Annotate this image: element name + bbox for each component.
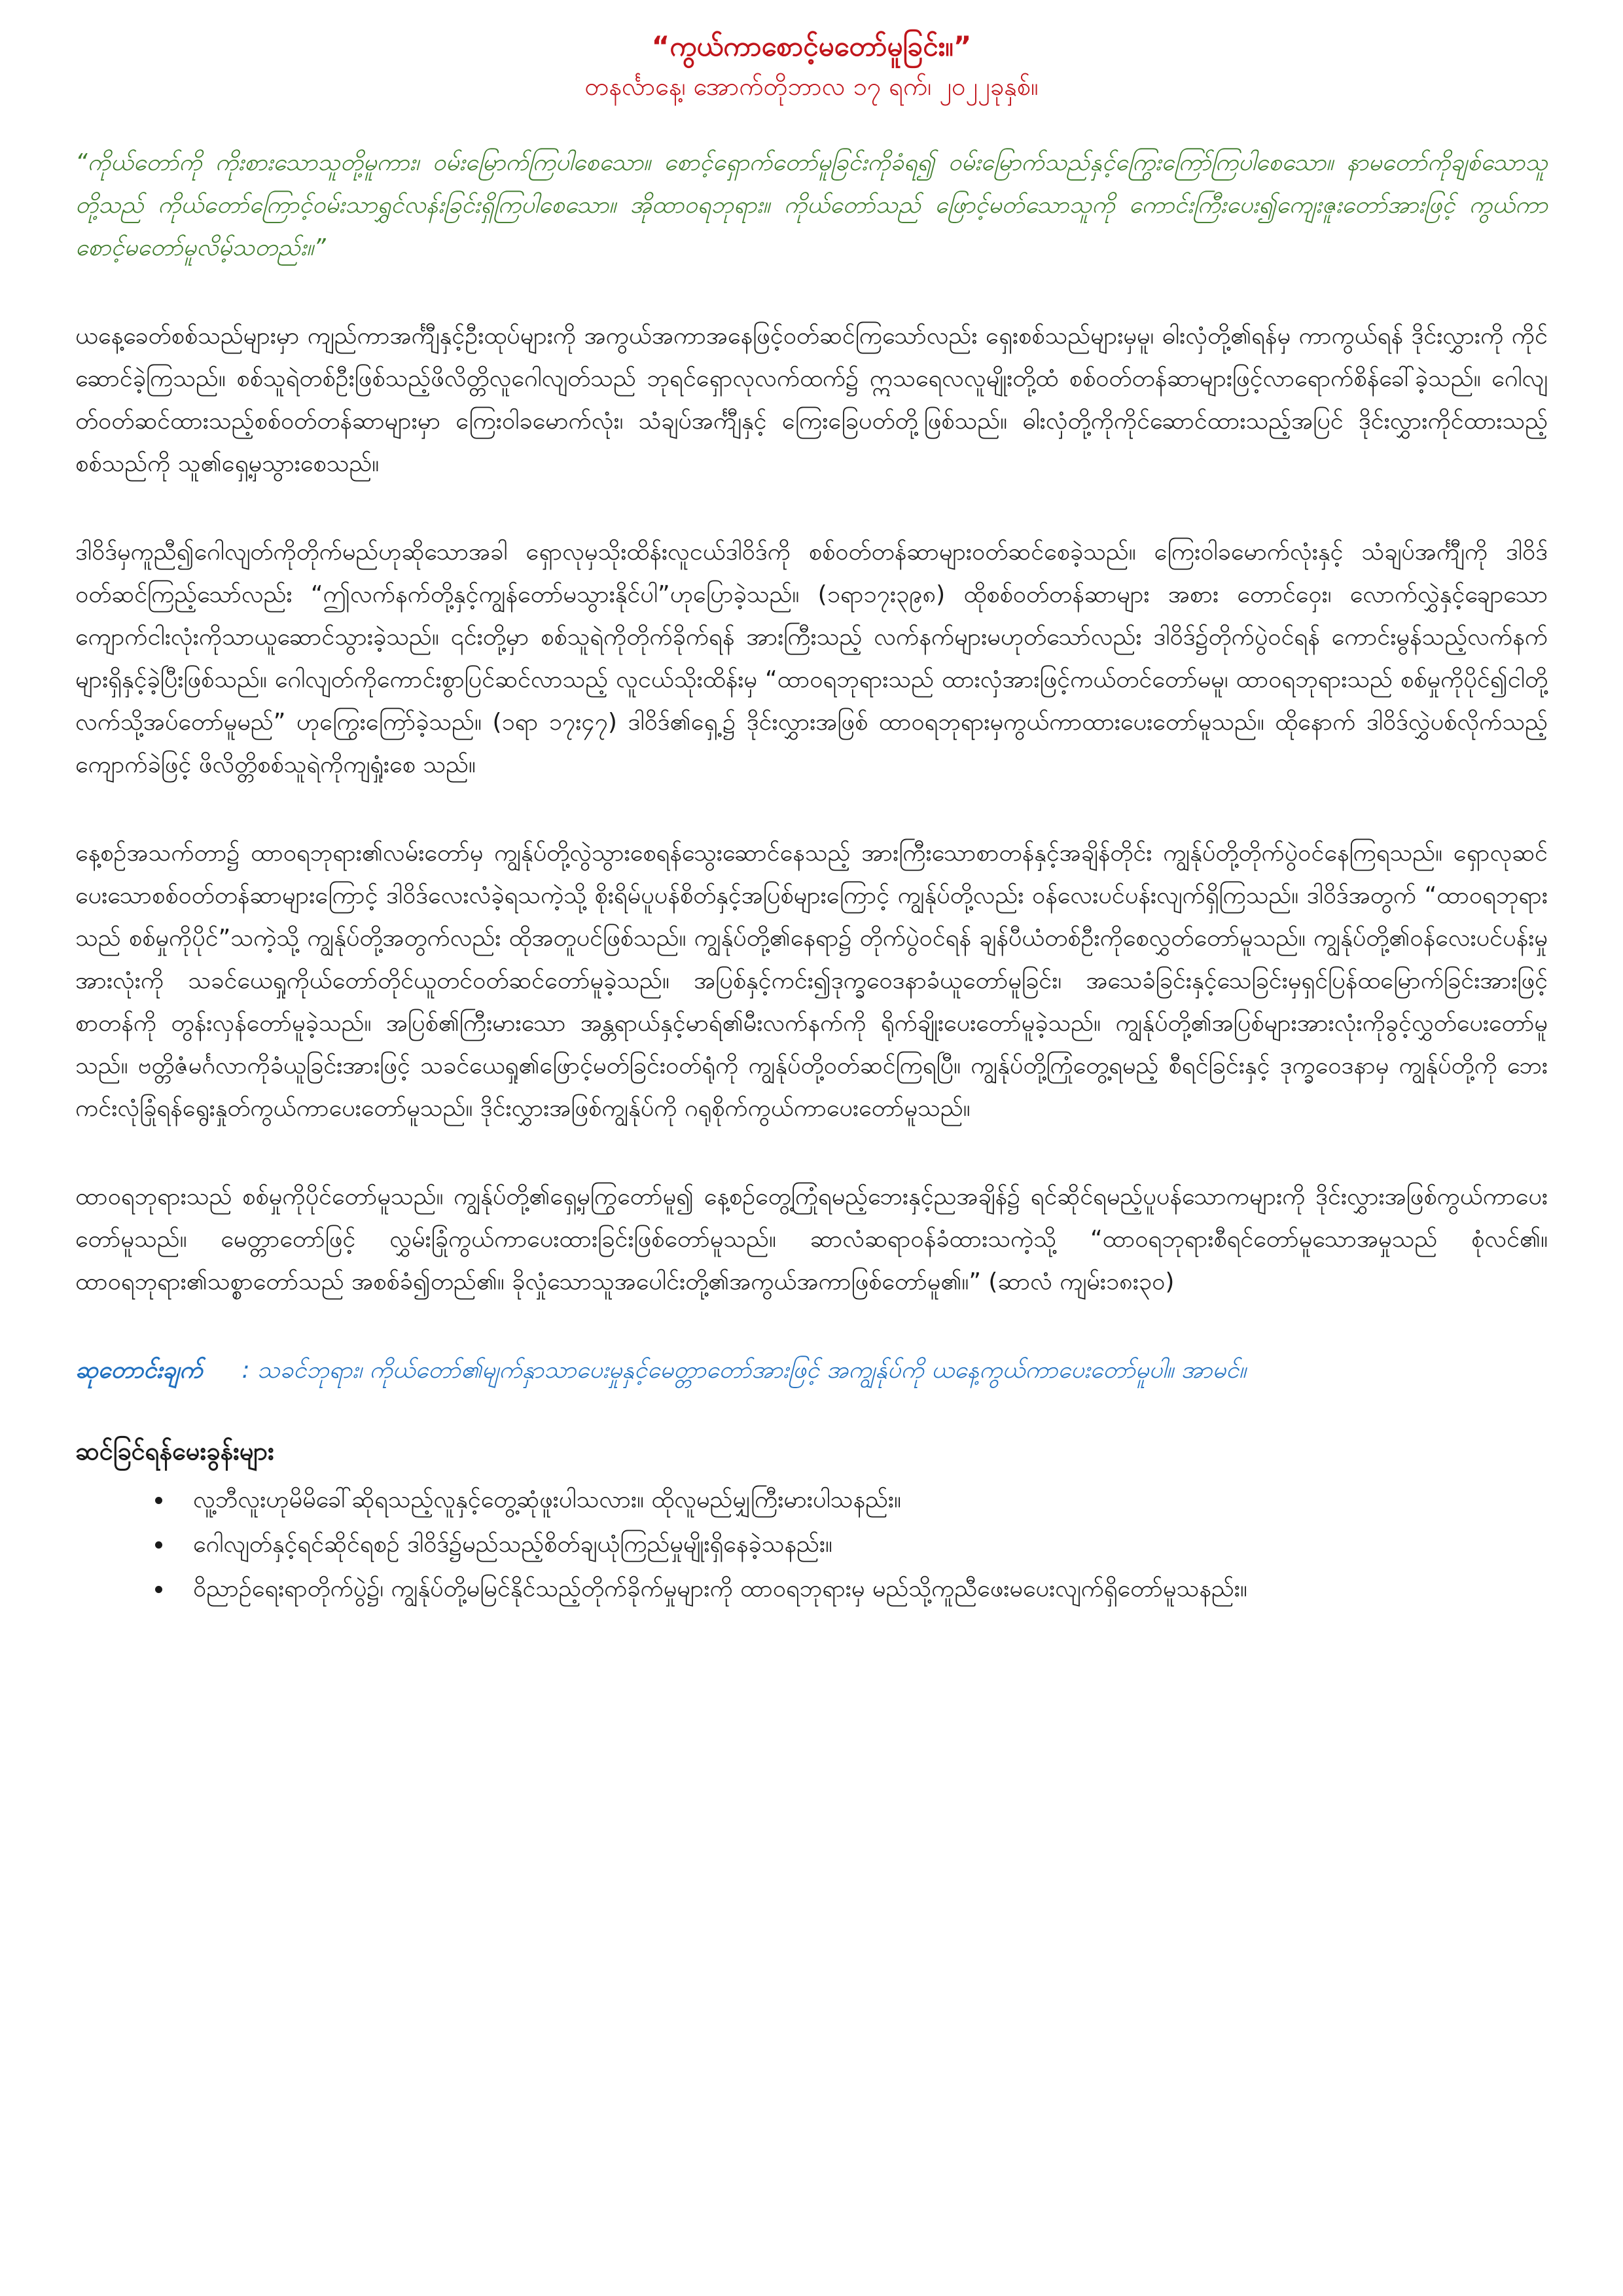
questions-heading: ဆင်ခြင်ရန်မေးခွန်းများ bbox=[75, 1437, 274, 1465]
body-paragraph-2: ဒါဝိဒ်မှကူညီ၍ဂေါလျတ်ကိုတိုက်မည်ဟုဆိုသောအခါ ရှောလုမှသိုးထိန်းလူငယ်ဒါဝိဒ်ကို စစ်ဝတ်တန်ဆာများဝတ်ဆင်စေခဲ့သည်။ ကြေးဝါခမောက်လုံးနှင့် သံချပ်အင်္ကျီကို ဒါဝိဒ်ဝတ်ဆင်ကြည့်သော်လည်း “ဤလက်နက်တို့နှင့်ကျွန်တော်မသွားနိုင်ပါ”ဟုပြောခဲ့သည်။ (၁ရာ၁၇း၃၉၈) ထိုစစ်ဝတ်တန်ဆာများ အစား တောင်ဝှေး၊ လောက်လွှဲနှင့်ချောသော ကျောက်ငါးလုံးကိုသာယူဆောင်သွားခဲ့သည်။ ၎င်းတို့မှာ စစ်သူရဲကိုတိုက်ခိုက်ရန် အားကြီးသည့် လက်နက်များမဟုတ်သော်လည်း ဒါဝိဒ်၌တိုက်ပွဲဝင်ရန် ကောင်းမွန်သည့်လက်နက်များရှိနှင့်ခဲ့ပြီးဖြစ်သည်။ ဂေါလျတ်ကိုကောင်းစွာပြင်ဆင်လာသည့် လူငယ်သိုးထိန်းမှ “ထာဝရဘုရားသည် ထားလှံအားဖြင့်ကယ်တင်တော်မမူ၊ ထာဝရဘုရားသည် စစ်မှုကိုပိုင်၍ငါတို့လက်သို့အပ်တော်မူမည်” ဟုကြွေးကြော်ခဲ့သည်။ (၁ရာ ၁၇း၄၇) ဒါဝိဒ်၏ရှေ့၌ ဒိုင်းလွှားအဖြစ် ထာဝရဘုရားမှကွယ်ကာထားပေးတော်မူသည်။ ထိုနောက် ဒါဝိဒ်လွှဲပစ်လိုက်သည့်ကျောက်ခဲဖြင့် ဖိလိတ္တိစစ်သူရဲကိုကျရှုံးစေ သည်။ bbox=[75, 539, 1548, 778]
question-item: • ဝိညာဉ်ရေးရာတိုက်ပွဲ၌၊ ကျွန်ုပ်တို့မမြင်နိုင်သည့်တိုက်ခိုက်မှုများကို ထာဝရဘုရားမှ မည်သို့ကူညီဖေးမပေးလျက်ရှိတော်မူသနည်း။ bbox=[173, 1567, 1548, 1611]
body-paragraph-4: ထာဝရဘုရားသည် စစ်မှုကိုပိုင်တော်မူသည်။ ကျွန်ုပ်တို့၏ရှေ့မှကြွတော်မူ၍ နေ့စဉ်တွေ့ကြုံရမည့်ဘေးနှင့်ညအချိန်၌ ရင်ဆိုင်ရမည့်ပူပန်သောကများကို ဒိုင်းလွှားအဖြစ်ကွယ်ကာပေးတော်မူသည်။ မေတ္တာတော်ဖြင့် လွှမ်းခြုံကွယ်ကာပေးထားခြင်းဖြစ်တော်မူသည်။ ဆာလံဆရာဝန်ခံထားသကဲ့သို့ “ထာဝရဘုရားစီရင်တော်မူသောအမှုသည် စုံလင်၏။ ထာဝရဘုရား၏သစ္စာတော်သည် အစစ်ခံ၍တည်၏။ ခိုလှုံသောသူအပေါင်းတို့၏အကွယ်အကာဖြစ်တော်မူ၏။” (ဆာလံ ကျမ်း၁၈း၃၀) bbox=[75, 1183, 1548, 1295]
body-paragraph-3: နေ့စဉ်အသက်တာ၌ ထာဝရဘုရား၏လမ်းတော်မှ ကျွန်ုပ်တို့လွဲသွားစေရန်သွေးဆောင်နေသည့် အားကြီးသောစာတန်နှင့်အချိန်တိုင်း ကျွန်ုပ်တို့တိုက်ပွဲဝင်နေကြရသည်။ ရှောလုဆင်ပေးသောစစ်ဝတ်တန်ဆာများကြောင့် ဒါဝိဒ်လေးလံခဲ့ရသကဲ့သို့ စိုးရိမ်ပူပန်စိတ်နှင့်အပြစ်များကြောင့် ကျွန်ုပ်တို့လည်း ဝန်လေးပင်ပန်းလျက်ရှိကြသည်။ ဒါဝိဒ်အတွက် “ထာဝရဘုရားသည် စစ်မှုကိုပိုင်”သကဲ့သို့ ကျွန်ုပ်တို့အတွက်လည်း ထိုအတူပင်ဖြစ်သည်။ ကျွန်ုပ်တို့၏နေရာ၌ တိုက်ပွဲဝင်ရန် ချန်ပီယံတစ်ဦးကိုစေလွှတ်တော်မူသည်။ ကျွန်ုပ်တို့၏ဝန်လေးပင်ပန်းမှုအားလုံးကို သခင်ယေရှုကိုယ်တော်တိုင်ယူတင်ဝတ်ဆင်တော်မူခဲ့သည်။ အပြစ်နှင့်ကင်း၍ဒုက္ခဝေဒနာခံယူတော်မူခြင်း၊ အသေခံခြင်းနှင့်သေခြင်းမှရှင်ပြန်ထမြောက်ခြင်းအားဖြင့် စာတန်ကို တွန်းလှန်တော်မူခဲ့သည်။ အပြစ်၏ကြီးမားသော အန္တရာယ်နှင့်မာရ်၏မီးလက်နက်ကို ရိုက်ချိုးပေးတော်မူခဲ့သည်။ ကျွန်ုပ်တို့၏အပြစ်များအားလုံးကိုခွင့်လွှတ်ပေးတော်မူသည်။ ဗတ္တိဇံမင်္ဂလာကိုခံယူခြင်းအားဖြင့် သခင်ယေရှု၏ဖြောင့်မတ်ခြင်းဝတ်ရုံကို ကျွန်ုပ်တို့ဝတ်ဆင်ကြရပြီ။ ကျွန်ုပ်တို့ကြုံတွေ့ရမည့် စီရင်ခြင်းနှင့် ဒုက္ခဝေဒနာမှ ကျွန်ုပ်တို့ကို ဘေးကင်းလုံခြုံရန်ရွေးနှုတ်ကွယ်ကာပေးတော်မူသည်။ ဒိုင်းလွှားအဖြစ်ကျွန်ုပ်ကို ဂရုစိုက်ကွယ်ကာပေးတော်မူသည်။ bbox=[75, 840, 1548, 1122]
body-paragraph-1: ယနေ့ခေတ်စစ်သည်များမှာ ကျည်ကာအင်္ကျီနှင့်ဦးထုပ်များကို အကွယ်အကာအနေဖြင့်ဝတ်ဆင်ကြသော်လည်း ရှေးစစ်သည်များမှမူ၊ ဓါးလှံတို့၏ရန်မှ ကာကွယ်ရန် ဒိုင်းလွှားကို ကိုင်ဆောင်ခဲ့ကြသည်။ စစ်သူရဲတစ်ဦးဖြစ်သည့်ဖိလိတ္တိလူဂေါလျတ်သည် ဘုရင်ရှောလုလက်ထက်၌ ဣသရေလလူမျိုးတို့ထံ စစ်ဝတ်တန်ဆာများဖြင့်လာရောက်စိန်ခေါ်ခဲ့သည်။ ဂေါလျတ်ဝတ်ဆင်ထားသည့်စစ်ဝတ်တန်ဆာများမှာ ကြေးဝါခမောက်လုံး၊ သံချပ်အင်္ကျီနှင့် ကြေးခြေပတ်တို့ဖြစ်သည်။ ဓါးလှံတို့ကိုကိုင်ဆောင်ထားသည့်အပြင် ဒိုင်းလွှားကိုင်ထားသည့်စစ်သည်ကို သူ၏ရှေ့မှသွားစေသည်။ bbox=[75, 323, 1548, 477]
question-item: • လူ့ဘီလူးဟုမိမိခေါ်ဆိုရသည့်လူနှင့်တွေ့ဆုံဖူးပါသလား။ ထိုလူမည်မျှကြီးမားပါသနည်း။ bbox=[173, 1478, 1548, 1522]
devotional-page bbox=[75, 26, 1548, 1611]
prayer-text: : သခင်ဘုရား၊ ကိုယ်တော်၏မျက်နှာသာပေးမှုနှင့်မေတ္တာတော်အားဖြင့် အကျွန်ုပ်ကို ယနေ့ကွယ်ကာပေးတော်မူပါ။ အာမင်။ bbox=[241, 1357, 1247, 1384]
question-item: • ဂေါလျတ်နှင့်ရင်ဆိုင်ရစဉ် ဒါဝိဒ်၌မည်သည့်စိတ်ချယုံကြည်မှုမျိုးရှိနေခဲ့သနည်း။ bbox=[173, 1522, 1548, 1567]
prayer-block bbox=[75, 1349, 1548, 1391]
questions-list bbox=[75, 1478, 1548, 1611]
prayer-label: ဆုတောင်းချက် bbox=[75, 1357, 203, 1384]
page-date: တနင်္လာနေ့၊ အောက်တိုဘာလ ၁၇ ရက်၊ ၂၀၂၂ခုနှစ်။ bbox=[584, 72, 1039, 101]
page-title: “ကွယ်ကာစောင့်မတော်မူခြင်း။” bbox=[651, 30, 972, 62]
scripture-quote: “ကိုယ်တော်ကို ကိုးစားသောသူတို့မူကား၊ ဝမ်းမြောက်ကြပါစေသော။ စောင့်ရှောက်တော်မူခြင်းကိုခံရ၍ ဝမ်းမြောက်သည်နှင့်ကြွေးကြော်ကြပါစေသော။ နာမတော်ကိုချစ်သောသူတို့သည် ကိုယ်တော်ကြောင့်ဝမ်းသာရွှင်လန်းခြင်းရှိကြပါစေသော။ အိုထာဝရဘုရား။ ကိုယ်တော်သည် ဖြောင့်မတ်သောသူကို ကောင်းကြီးပေး၍ကျေးဇူးတော်အားဖြင့် ကွယ်ကာစောင့်မတော်မူလိမ့်သတည်း။” bbox=[75, 149, 1548, 261]
